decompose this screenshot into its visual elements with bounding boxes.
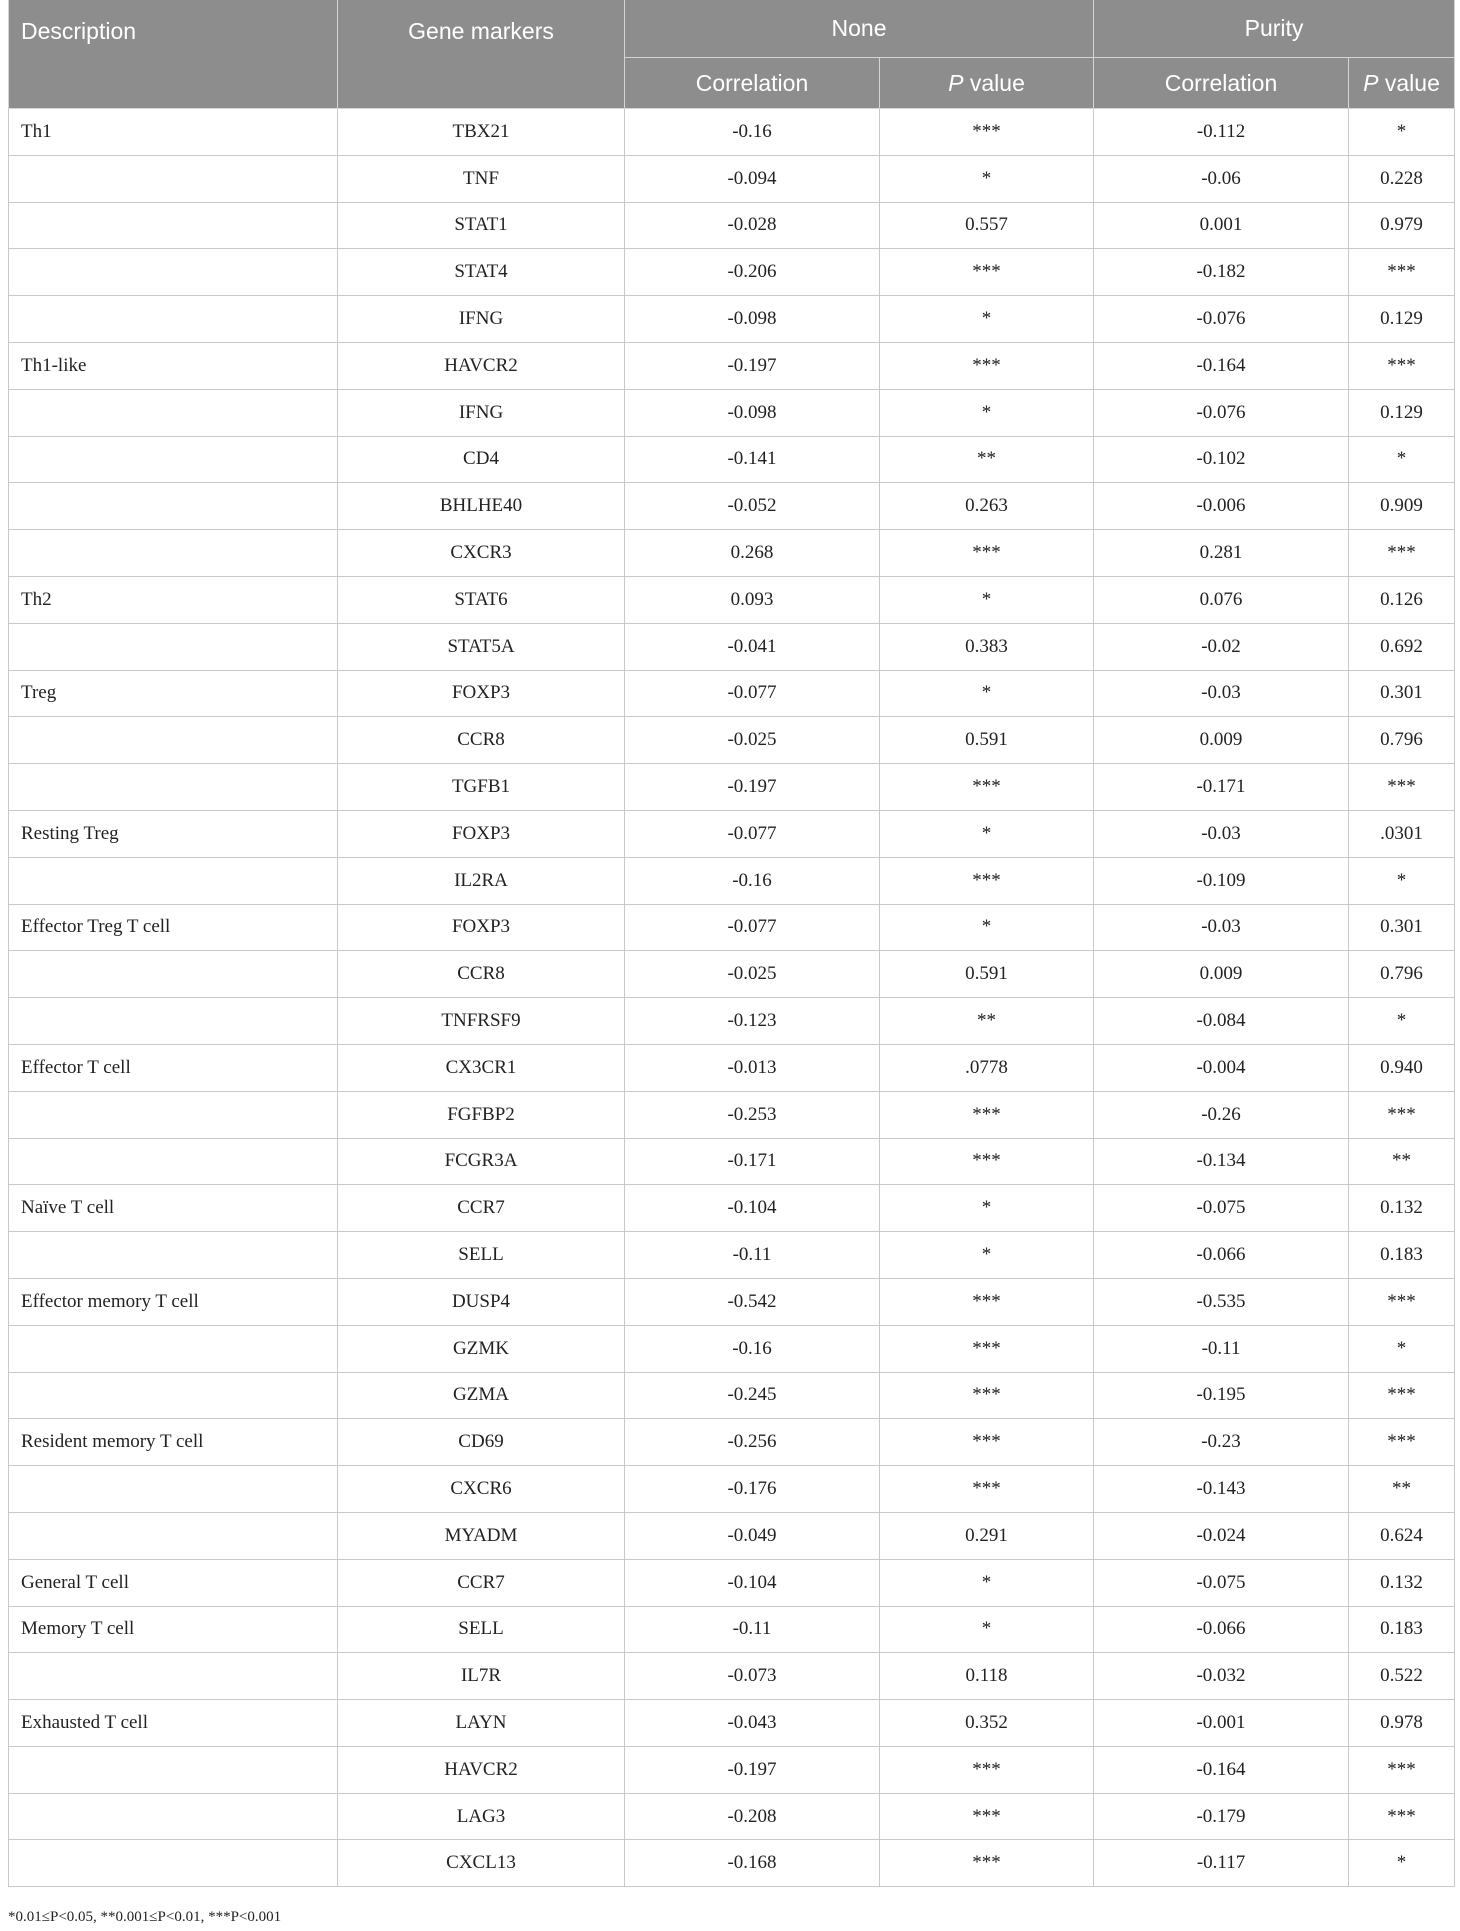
cell-none-correlation: -0.197 (625, 764, 880, 811)
cell-description (9, 1840, 338, 1887)
cell-none-p-value: * (880, 296, 1094, 343)
cell-gene-marker: CX3CR1 (338, 1044, 625, 1091)
cell-purity-correlation: 0.009 (1094, 717, 1349, 764)
table-row (9, 1185, 1455, 1232)
cell-purity-correlation: -0.066 (1094, 1606, 1349, 1653)
cell-none-correlation: -0.077 (625, 810, 880, 857)
table-row (9, 1138, 1455, 1185)
table-row (9, 764, 1455, 811)
cell-purity-p-value: *** (1349, 1278, 1455, 1325)
cell-purity-correlation: -0.084 (1094, 998, 1349, 1045)
cell-none-correlation: -0.197 (625, 1746, 880, 1793)
cell-none-p-value: *** (880, 764, 1094, 811)
cell-description (9, 998, 338, 1045)
cell-gene-marker: SELL (338, 1232, 625, 1279)
table-row (9, 1512, 1455, 1559)
cell-gene-marker: LAYN (338, 1700, 625, 1747)
table-body (9, 109, 1455, 1887)
cell-none-p-value: * (880, 904, 1094, 951)
cell-description (9, 1091, 338, 1138)
table-row (9, 998, 1455, 1045)
cell-purity-p-value: * (1349, 1325, 1455, 1372)
cell-gene-marker: HAVCR2 (338, 1746, 625, 1793)
cell-purity-p-value: 0.692 (1349, 623, 1455, 670)
cell-none-p-value: 0.383 (880, 623, 1094, 670)
cell-none-p-value: *** (880, 1372, 1094, 1419)
cell-gene-marker: LAG3 (338, 1793, 625, 1840)
cell-purity-correlation: -0.024 (1094, 1512, 1349, 1559)
cell-purity-p-value: 0.129 (1349, 389, 1455, 436)
cell-description: Exhausted T cell (9, 1700, 338, 1747)
cell-none-correlation: -0.16 (625, 109, 880, 156)
cell-purity-correlation: -0.179 (1094, 1793, 1349, 1840)
table-row (9, 1325, 1455, 1372)
cell-gene-marker: FGFBP2 (338, 1091, 625, 1138)
cell-none-correlation: -0.041 (625, 623, 880, 670)
cell-purity-correlation: -0.195 (1094, 1372, 1349, 1419)
cell-gene-marker: TNFRSF9 (338, 998, 625, 1045)
table-row (9, 1372, 1455, 1419)
cell-gene-marker: SELL (338, 1606, 625, 1653)
cell-purity-p-value: *** (1349, 1746, 1455, 1793)
cell-purity-correlation: -0.109 (1094, 857, 1349, 904)
table-row (9, 1278, 1455, 1325)
table-header (9, 0, 1455, 109)
cell-purity-correlation: -0.03 (1094, 810, 1349, 857)
cell-purity-correlation: 0.076 (1094, 576, 1349, 623)
p-symbol: P (948, 69, 964, 96)
cell-none-correlation: -0.11 (625, 1606, 880, 1653)
cell-none-correlation: -0.104 (625, 1185, 880, 1232)
cell-none-correlation: -0.542 (625, 1278, 880, 1325)
cell-gene-marker: CCR7 (338, 1559, 625, 1606)
cell-description: Th1 (9, 109, 338, 156)
cell-purity-correlation: -0.03 (1094, 904, 1349, 951)
cell-description (9, 202, 338, 249)
table-row (9, 436, 1455, 483)
cell-gene-marker: TNF (338, 155, 625, 202)
cell-gene-marker: FOXP3 (338, 904, 625, 951)
cell-purity-p-value: *** (1349, 530, 1455, 577)
cell-description (9, 436, 338, 483)
table-row (9, 857, 1455, 904)
cell-none-p-value: *** (880, 1746, 1094, 1793)
cell-none-p-value: 0.291 (880, 1512, 1094, 1559)
cell-none-correlation: -0.253 (625, 1091, 880, 1138)
cell-gene-marker: STAT4 (338, 249, 625, 296)
cell-gene-marker: STAT1 (338, 202, 625, 249)
cell-purity-correlation: -0.102 (1094, 436, 1349, 483)
table-row (9, 810, 1455, 857)
cell-purity-p-value: 0.183 (1349, 1606, 1455, 1653)
cell-purity-correlation: -0.03 (1094, 670, 1349, 717)
cell-none-p-value: * (880, 1232, 1094, 1279)
table-footnote: *0.01≤P<0.05, **0.001≤P<0.01, ***P<0.001 (8, 1909, 282, 1925)
cell-none-correlation: -0.16 (625, 1325, 880, 1372)
cell-none-p-value: * (880, 1185, 1094, 1232)
cell-none-p-value: * (880, 1606, 1094, 1653)
cell-description (9, 1653, 338, 1700)
cell-purity-correlation: -0.004 (1094, 1044, 1349, 1091)
cell-gene-marker: GZMA (338, 1372, 625, 1419)
table-row (9, 1044, 1455, 1091)
cell-gene-marker: CCR8 (338, 717, 625, 764)
table-row (9, 155, 1455, 202)
table-row (9, 1840, 1455, 1887)
table-row (9, 623, 1455, 670)
document (8, 0, 1454, 1887)
cell-purity-p-value: *** (1349, 342, 1455, 389)
cell-purity-p-value: 0.796 (1349, 951, 1455, 998)
cell-gene-marker: CXCL13 (338, 1840, 625, 1887)
cell-none-p-value: * (880, 810, 1094, 857)
cell-gene-marker: CXCR6 (338, 1466, 625, 1513)
cell-purity-correlation: -0.11 (1094, 1325, 1349, 1372)
cell-purity-p-value: * (1349, 436, 1455, 483)
cell-none-p-value: * (880, 576, 1094, 623)
cell-description: Treg (9, 670, 338, 717)
cell-purity-correlation: -0.23 (1094, 1419, 1349, 1466)
header-purity-p-value (1349, 58, 1455, 109)
cell-none-correlation: -0.025 (625, 951, 880, 998)
cell-none-correlation: -0.077 (625, 670, 880, 717)
table-row (9, 1091, 1455, 1138)
table-row (9, 1419, 1455, 1466)
cell-gene-marker: CCR8 (338, 951, 625, 998)
cell-description (9, 296, 338, 343)
table-row (9, 1653, 1455, 1700)
cell-gene-marker: DUSP4 (338, 1278, 625, 1325)
cell-none-p-value: *** (880, 342, 1094, 389)
cell-description (9, 389, 338, 436)
cell-purity-p-value: 0.132 (1349, 1185, 1455, 1232)
table-row (9, 342, 1455, 389)
cell-none-p-value: .0778 (880, 1044, 1094, 1091)
cell-none-correlation: -0.206 (625, 249, 880, 296)
table-row (9, 1466, 1455, 1513)
cell-purity-correlation: -0.075 (1094, 1185, 1349, 1232)
table-row (9, 296, 1455, 343)
cell-purity-p-value: *** (1349, 1372, 1455, 1419)
cell-description (9, 1372, 338, 1419)
table-row (9, 1232, 1455, 1279)
cell-description (9, 530, 338, 577)
cell-description (9, 1512, 338, 1559)
cell-none-correlation: -0.171 (625, 1138, 880, 1185)
cell-description (9, 857, 338, 904)
cell-none-correlation: -0.104 (625, 1559, 880, 1606)
header-gene-markers: Gene markers (338, 0, 625, 109)
cell-none-correlation: -0.043 (625, 1700, 880, 1747)
cell-none-correlation: -0.049 (625, 1512, 880, 1559)
cell-description (9, 1232, 338, 1279)
cell-none-p-value: *** (880, 1278, 1094, 1325)
cell-purity-correlation: 0.281 (1094, 530, 1349, 577)
cell-gene-marker: CCR7 (338, 1185, 625, 1232)
table-row (9, 202, 1455, 249)
cell-purity-correlation: -0.171 (1094, 764, 1349, 811)
cell-purity-correlation: -0.26 (1094, 1091, 1349, 1138)
cell-none-correlation: -0.077 (625, 904, 880, 951)
cell-purity-p-value: .0301 (1349, 810, 1455, 857)
cell-purity-correlation: -0.117 (1094, 1840, 1349, 1887)
table-row (9, 1700, 1455, 1747)
cell-purity-correlation: -0.182 (1094, 249, 1349, 296)
cell-none-p-value: *** (880, 857, 1094, 904)
cell-description (9, 1138, 338, 1185)
cell-purity-p-value: 0.909 (1349, 483, 1455, 530)
cell-purity-p-value: 0.624 (1349, 1512, 1455, 1559)
cell-purity-correlation: -0.075 (1094, 1559, 1349, 1606)
cell-gene-marker: FCGR3A (338, 1138, 625, 1185)
cell-purity-p-value: 0.979 (1349, 202, 1455, 249)
cell-description (9, 951, 338, 998)
cell-description: Resident memory T cell (9, 1419, 338, 1466)
cell-purity-correlation: -0.001 (1094, 1700, 1349, 1747)
cell-purity-p-value: *** (1349, 1793, 1455, 1840)
cell-purity-correlation: 0.009 (1094, 951, 1349, 998)
cell-gene-marker: MYADM (338, 1512, 625, 1559)
table-row (9, 1746, 1455, 1793)
cell-none-p-value: * (880, 670, 1094, 717)
cell-none-p-value: *** (880, 1325, 1094, 1372)
cell-purity-correlation: -0.134 (1094, 1138, 1349, 1185)
cell-description (9, 764, 338, 811)
cell-description: Effector Treg T cell (9, 904, 338, 951)
cell-purity-p-value: * (1349, 1840, 1455, 1887)
cell-gene-marker: IFNG (338, 296, 625, 343)
cell-description: Effector memory T cell (9, 1278, 338, 1325)
table-row (9, 249, 1455, 296)
cell-gene-marker: HAVCR2 (338, 342, 625, 389)
cell-gene-marker: TBX21 (338, 109, 625, 156)
cell-gene-marker: CXCR3 (338, 530, 625, 577)
cell-gene-marker: STAT6 (338, 576, 625, 623)
cell-description (9, 249, 338, 296)
cell-none-correlation: -0.123 (625, 998, 880, 1045)
cell-purity-p-value: 0.228 (1349, 155, 1455, 202)
cell-gene-marker: IL2RA (338, 857, 625, 904)
cell-purity-p-value: 0.978 (1349, 1700, 1455, 1747)
cell-purity-p-value: *** (1349, 764, 1455, 811)
cell-gene-marker: GZMK (338, 1325, 625, 1372)
cell-purity-p-value: * (1349, 109, 1455, 156)
cell-description (9, 623, 338, 670)
cell-description (9, 1746, 338, 1793)
cell-description (9, 1466, 338, 1513)
table-row (9, 670, 1455, 717)
cell-description (9, 155, 338, 202)
cell-none-p-value: 0.352 (880, 1700, 1094, 1747)
cell-gene-marker: STAT5A (338, 623, 625, 670)
cell-purity-p-value: 0.132 (1349, 1559, 1455, 1606)
cell-none-p-value: *** (880, 1091, 1094, 1138)
cell-purity-correlation: -0.02 (1094, 623, 1349, 670)
cell-purity-correlation: -0.164 (1094, 1746, 1349, 1793)
cell-none-correlation: 0.093 (625, 576, 880, 623)
cell-gene-marker: TGFB1 (338, 764, 625, 811)
cell-gene-marker: IFNG (338, 389, 625, 436)
table-row (9, 530, 1455, 577)
cell-purity-correlation: -0.032 (1094, 1653, 1349, 1700)
table-row (9, 109, 1455, 156)
cell-description (9, 1325, 338, 1372)
cell-purity-p-value: * (1349, 998, 1455, 1045)
cell-description: Naïve T cell (9, 1185, 338, 1232)
cell-description (9, 717, 338, 764)
cell-description: Memory T cell (9, 1606, 338, 1653)
cell-description (9, 483, 338, 530)
cell-none-correlation: -0.141 (625, 436, 880, 483)
cell-none-p-value: *** (880, 1466, 1094, 1513)
cell-purity-correlation: -0.066 (1094, 1232, 1349, 1279)
cell-none-p-value: *** (880, 1793, 1094, 1840)
cell-purity-p-value: ** (1349, 1466, 1455, 1513)
cell-purity-correlation: 0.001 (1094, 202, 1349, 249)
cell-gene-marker: FOXP3 (338, 670, 625, 717)
cell-none-correlation: -0.16 (625, 857, 880, 904)
value-word: value (1378, 69, 1440, 96)
value-word: value (963, 69, 1025, 96)
cell-none-correlation: -0.256 (625, 1419, 880, 1466)
cell-none-correlation: -0.073 (625, 1653, 880, 1700)
cell-gene-marker: IL7R (338, 1653, 625, 1700)
cell-none-p-value: 0.263 (880, 483, 1094, 530)
cell-purity-p-value: 0.301 (1349, 670, 1455, 717)
cell-none-correlation: -0.052 (625, 483, 880, 530)
cell-purity-correlation: -0.535 (1094, 1278, 1349, 1325)
cell-none-correlation: -0.208 (625, 1793, 880, 1840)
cell-purity-p-value: *** (1349, 249, 1455, 296)
cell-description: Th2 (9, 576, 338, 623)
cell-purity-p-value: *** (1349, 1419, 1455, 1466)
table-row (9, 389, 1455, 436)
p-symbol: P (1363, 69, 1379, 96)
cell-none-correlation: -0.098 (625, 389, 880, 436)
cell-purity-p-value: 0.129 (1349, 296, 1455, 343)
cell-none-correlation: -0.176 (625, 1466, 880, 1513)
cell-purity-p-value: 0.940 (1349, 1044, 1455, 1091)
cell-none-p-value: * (880, 155, 1094, 202)
cell-purity-p-value: ** (1349, 1138, 1455, 1185)
cell-none-p-value: *** (880, 109, 1094, 156)
cell-none-p-value: 0.591 (880, 717, 1094, 764)
cell-purity-p-value: 0.183 (1349, 1232, 1455, 1279)
cell-gene-marker: BHLHE40 (338, 483, 625, 530)
cell-none-correlation: -0.098 (625, 296, 880, 343)
cell-none-correlation: -0.025 (625, 717, 880, 764)
header-none-correlation: Correlation (625, 58, 880, 109)
cell-none-correlation: -0.168 (625, 1840, 880, 1887)
cell-none-p-value: * (880, 1559, 1094, 1606)
cell-purity-p-value: 0.522 (1349, 1653, 1455, 1700)
cell-none-p-value: ** (880, 436, 1094, 483)
cell-none-p-value: *** (880, 1840, 1094, 1887)
cell-gene-marker: FOXP3 (338, 810, 625, 857)
cell-none-correlation: -0.245 (625, 1372, 880, 1419)
header-group-none: None (625, 0, 1094, 58)
cell-none-p-value: * (880, 389, 1094, 436)
cell-none-correlation: 0.268 (625, 530, 880, 577)
cell-none-correlation: -0.028 (625, 202, 880, 249)
cell-none-correlation: -0.11 (625, 1232, 880, 1279)
cell-description: General T cell (9, 1559, 338, 1606)
cell-none-p-value: *** (880, 249, 1094, 296)
table-row (9, 483, 1455, 530)
cell-none-p-value: ** (880, 998, 1094, 1045)
cell-purity-p-value: *** (1349, 1091, 1455, 1138)
cell-purity-correlation: -0.143 (1094, 1466, 1349, 1513)
cell-none-p-value: 0.557 (880, 202, 1094, 249)
cell-gene-marker: CD69 (338, 1419, 625, 1466)
header-group-purity: Purity (1094, 0, 1455, 58)
table-row (9, 1606, 1455, 1653)
cell-none-correlation: -0.197 (625, 342, 880, 389)
cell-none-p-value: *** (880, 530, 1094, 577)
cell-none-p-value: 0.591 (880, 951, 1094, 998)
cell-purity-correlation: -0.006 (1094, 483, 1349, 530)
cell-description: Th1-like (9, 342, 338, 389)
cell-description: Effector T cell (9, 1044, 338, 1091)
table-row (9, 1793, 1455, 1840)
correlation-table (8, 0, 1455, 1887)
table-row (9, 1559, 1455, 1606)
cell-purity-p-value: * (1349, 857, 1455, 904)
cell-purity-correlation: -0.076 (1094, 296, 1349, 343)
cell-purity-correlation: -0.076 (1094, 389, 1349, 436)
table-row (9, 717, 1455, 764)
cell-none-p-value: *** (880, 1138, 1094, 1185)
cell-none-correlation: -0.094 (625, 155, 880, 202)
cell-description (9, 1793, 338, 1840)
cell-purity-p-value: 0.796 (1349, 717, 1455, 764)
table-row (9, 576, 1455, 623)
cell-none-p-value: *** (880, 1419, 1094, 1466)
cell-purity-p-value: 0.126 (1349, 576, 1455, 623)
cell-none-p-value: 0.118 (880, 1653, 1094, 1700)
cell-gene-marker: CD4 (338, 436, 625, 483)
cell-purity-correlation: -0.112 (1094, 109, 1349, 156)
table-row (9, 951, 1455, 998)
header-description: Description (9, 0, 338, 109)
cell-description: Resting Treg (9, 810, 338, 857)
cell-purity-correlation: -0.06 (1094, 155, 1349, 202)
cell-none-correlation: -0.013 (625, 1044, 880, 1091)
cell-purity-p-value: 0.301 (1349, 904, 1455, 951)
table-row (9, 904, 1455, 951)
header-none-p-value (880, 58, 1094, 109)
header-purity-correlation: Correlation (1094, 58, 1349, 109)
cell-purity-correlation: -0.164 (1094, 342, 1349, 389)
